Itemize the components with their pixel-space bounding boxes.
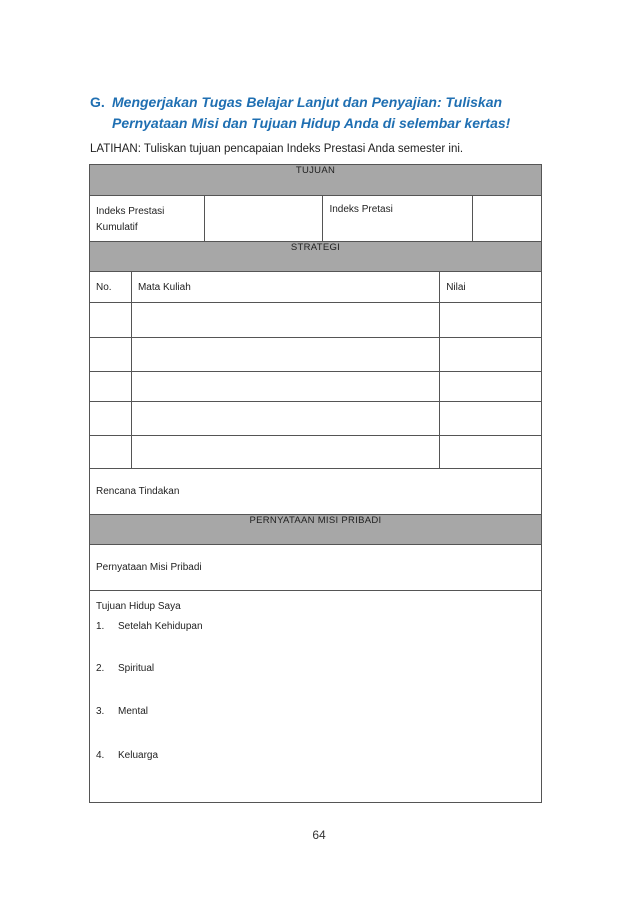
nilai-cell[interactable]: [440, 338, 542, 372]
mata-kuliah-cell[interactable]: [131, 303, 439, 338]
table-row: [90, 303, 542, 338]
rencana-tindakan-field[interactable]: Rencana Tindakan: [90, 469, 542, 515]
ip-kumulatif-input[interactable]: [204, 196, 323, 242]
ip-kumulatif-text: Indeks Prestasi Kumulatif: [96, 206, 165, 233]
goal-list: [96, 621, 535, 761]
col-header-nilai: Nilai: [440, 272, 542, 303]
col-header-no: No.: [90, 272, 132, 303]
no-cell[interactable]: [90, 372, 132, 402]
nilai-cell[interactable]: [440, 303, 542, 338]
ip-label: Indeks Pretasi: [323, 196, 473, 242]
col-header-mata-kuliah: Mata Kuliah: [131, 272, 439, 303]
goal-form-table: [89, 164, 542, 803]
nilai-cell[interactable]: [440, 436, 542, 469]
no-cell[interactable]: [90, 338, 132, 372]
heading-line-2: Pernyataan Misi dan Tujuan Hidup Anda di selembar kertas!: [112, 115, 511, 131]
list-item: 1. Setelah Kehidupan: [96, 621, 203, 632]
table-row: [90, 436, 542, 469]
page-number: 64: [312, 828, 326, 842]
nilai-cell[interactable]: [440, 372, 542, 402]
tujuan-hidup-field[interactable]: [90, 591, 542, 803]
list-item: 4. Keluarga: [96, 750, 159, 761]
list-item: 2. Spiritual: [96, 663, 155, 674]
strategi-header: STRATEGI: [90, 242, 542, 272]
ip-input[interactable]: [473, 196, 542, 242]
pernyataan-misi-field[interactable]: Pernyataan Misi Pribadi: [90, 545, 542, 591]
mata-kuliah-cell[interactable]: [131, 338, 439, 372]
no-cell[interactable]: [90, 402, 132, 436]
mata-kuliah-cell[interactable]: [131, 436, 439, 469]
tujuan-hidup-label: Tujuan Hidup Saya: [96, 601, 181, 612]
no-cell[interactable]: [90, 436, 132, 469]
list-item: 3. Mental: [96, 706, 149, 717]
tujuan-header: TUJUAN: [90, 165, 542, 196]
ip-kumulatif-label: [90, 196, 205, 242]
mata-kuliah-cell[interactable]: [131, 372, 439, 402]
heading-line-1: Mengerjakan Tugas Belajar Lanjut dan Penyajian: Tuliskan: [112, 94, 503, 110]
table-row: [90, 402, 542, 436]
section-heading: [90, 92, 560, 134]
exercise-instruction: LATIHAN: Tuliskan tujuan pencapaian Indeks Prestasi Anda semester ini.: [90, 143, 464, 155]
misi-header: PERNYATAAN MISI PRIBADI: [90, 515, 542, 545]
mata-kuliah-cell[interactable]: [131, 402, 439, 436]
no-cell[interactable]: [90, 303, 132, 338]
section-letter: G.: [90, 94, 105, 110]
nilai-cell[interactable]: [440, 402, 542, 436]
table-row: [90, 338, 542, 372]
table-row: [90, 372, 542, 402]
